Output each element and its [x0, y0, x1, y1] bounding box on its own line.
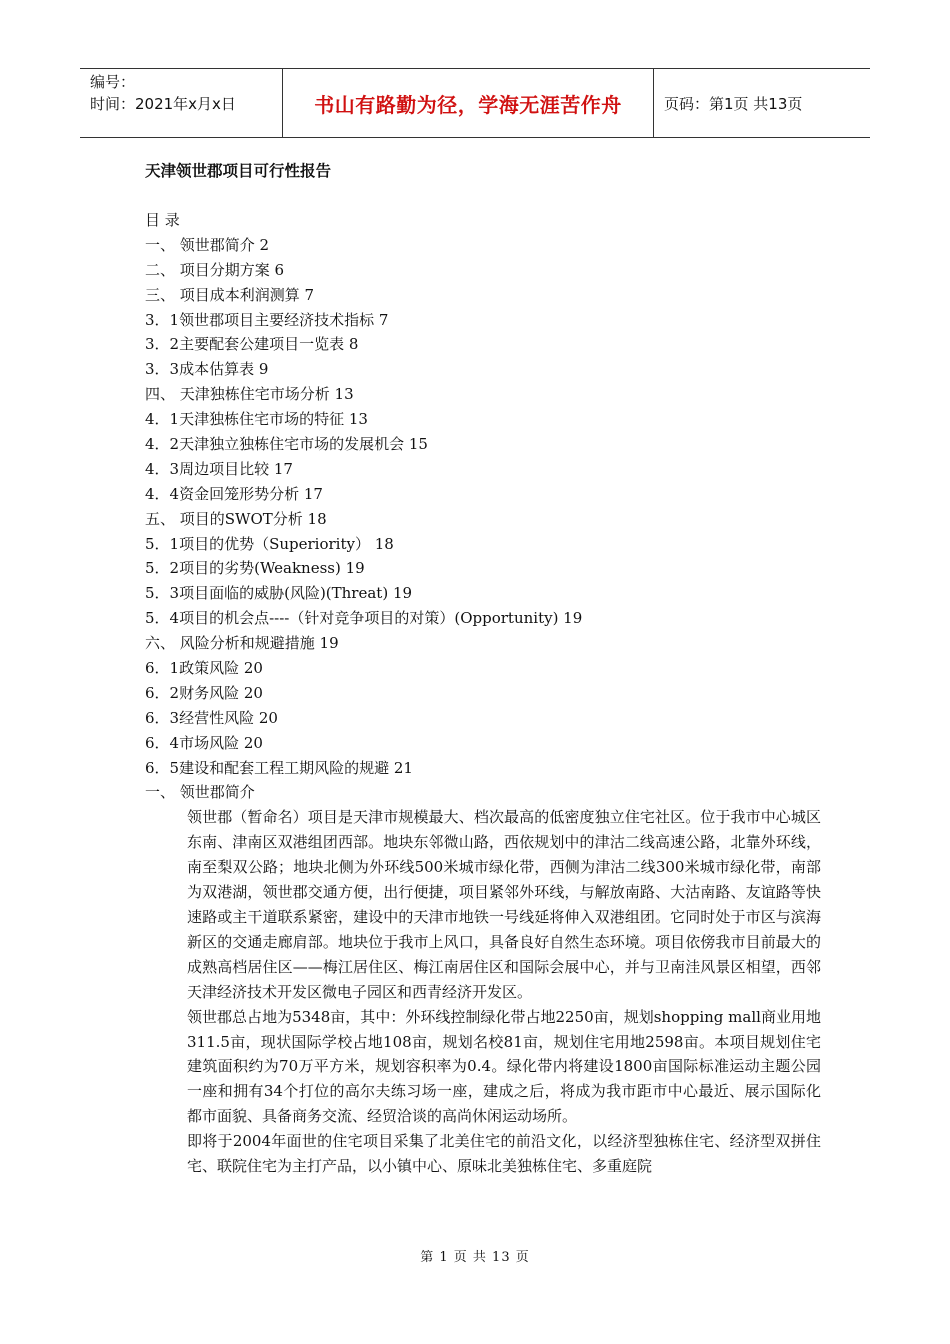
toc-entry[interactable]: 6．2财务风险 20 — [145, 683, 263, 702]
toc-entry[interactable]: 3．2主要配套公建项目一览表 8 — [145, 335, 359, 354]
page-info-text: 页码：第1页 共13页 — [664, 94, 803, 113]
toc-entry[interactable]: 二、 项目分期方案 6 — [145, 260, 285, 279]
toc-entry[interactable]: 6．1政策风险 20 — [145, 659, 263, 678]
header-meta — [80, 69, 282, 137]
toc-entry[interactable]: 5．1项目的优势（Superiority） 18 — [145, 534, 394, 553]
toc-entry[interactable]: 3．3成本估算表 9 — [145, 360, 269, 379]
toc-entry[interactable]: 三、 项目成本利润测算 7 — [145, 285, 315, 304]
header-motto-cell — [282, 69, 654, 137]
body-paragraph: 领世郡总占地为5348亩，其中：外环线控制绿化带占地2250亩，规划shopping mall商业用地311.5亩，现状国际学校占地108亩，规划名校81亩，规划住宅用地2598亩。本项目规划住宅建筑面积约为70万平方米，规划容积率为0.4。绿化带内将建设1800亩国际标准运动主题公园一座和拥有34个打位的高尔夫练习场一座，建成之后，将成为我市距市中心最近、展示国际化都市面貌、具备商务交流、经贸洽谈的高尚休闲运动场所。 — [187, 1007, 821, 1126]
page-footer: 第 1 页 共 13 页 — [420, 1250, 530, 1265]
toc-entry[interactable]: 4．2天津独立独栋住宅市场的发展机会 15 — [145, 435, 428, 454]
body-paragraph: 领世郡（暂命名）项目是天津市规模最大、档次最高的低密度独立住宅社区。位于我市中心城区东南、津南区双港组团西部。地块东邻微山路，西依规划中的津沽二线高速公路，北靠外环线，南至梨双公路；地块北侧为外环线500米城市绿化带，西侧为津沽二线300米城市绿化带，南部为双港湖，领世郡交通方便，出行便捷，项目紧邻外环线，与解放南路、大沽南路、友谊路等快速路或主干道联系紧密，建设中的天津市地铁一号线延将伸入双港组团。它同时处于市区与滨海新区的交通走廊肩部。地块位于我市上风口，具备良好自然生态环境。项目依傍我市目前最大的成熟高档居住区——梅江居住区、梅江南居住区和国际会展中心，并与卫南洼风景区相望，西邻天津经济技术开发区微电子园区和西青经济开发区。 — [187, 808, 821, 1001]
toc-entry[interactable]: 四、 天津独栋住宅市场分析 13 — [145, 385, 354, 404]
toc-entry[interactable]: 六、 风险分析和规避措施 19 — [145, 634, 339, 653]
toc-entry[interactable]: 5．4项目的机会点----（针对竞争项目的对策）(Opportunity) 19 — [145, 609, 583, 628]
time-label: 时间：2021年x月x日 — [90, 95, 236, 113]
header-page-info — [654, 69, 870, 137]
toc-entry[interactable]: 一、 领世郡简介 2 — [145, 235, 270, 254]
table-of-contents — [145, 208, 825, 780]
toc-entry[interactable]: 5．2项目的劣势(Weakness) 19 — [145, 559, 365, 578]
toc-entry[interactable]: 3．1领世郡项目主要经济技术指标 7 — [145, 310, 389, 329]
document-title: 天津领世郡项目可行性报告 — [145, 162, 332, 180]
motto-text: 书山有路勤为径，学海无涯苦作舟 — [314, 92, 622, 117]
toc-entry[interactable]: 6．3经营性风险 20 — [145, 708, 278, 727]
toc-entry[interactable]: 五、 项目的SWOT分析 18 — [145, 509, 327, 528]
document-body — [145, 158, 825, 1179]
toc-entry[interactable]: 6．4市场风险 20 — [145, 733, 263, 752]
toc-entry[interactable]: 4．3周边项目比较 17 — [145, 459, 293, 478]
number-label: 编号： — [90, 73, 136, 91]
toc-entry[interactable]: 4．1天津独栋住宅市场的特征 13 — [145, 410, 368, 429]
toc-heading: 目 录 — [145, 211, 180, 229]
section-heading: 一、 领世郡简介 — [145, 783, 255, 802]
body-paragraph: 即将于2004年面世的住宅项目采集了北美住宅的前沿文化，以经济型独栋住宅、经济型双拼住宅、联院住宅为主打产品，以小镇中心、原味北美独栋住宅、多重庭院 — [187, 1132, 821, 1176]
page-header — [80, 68, 870, 138]
toc-entry[interactable]: 6．5建设和配套工程工期风险的规避 21 — [145, 758, 413, 777]
toc-entry[interactable]: 5．3项目面临的威胁(风险)(Threat) 19 — [145, 584, 413, 603]
toc-entry[interactable]: 4．4资金回笼形势分析 17 — [145, 484, 323, 503]
